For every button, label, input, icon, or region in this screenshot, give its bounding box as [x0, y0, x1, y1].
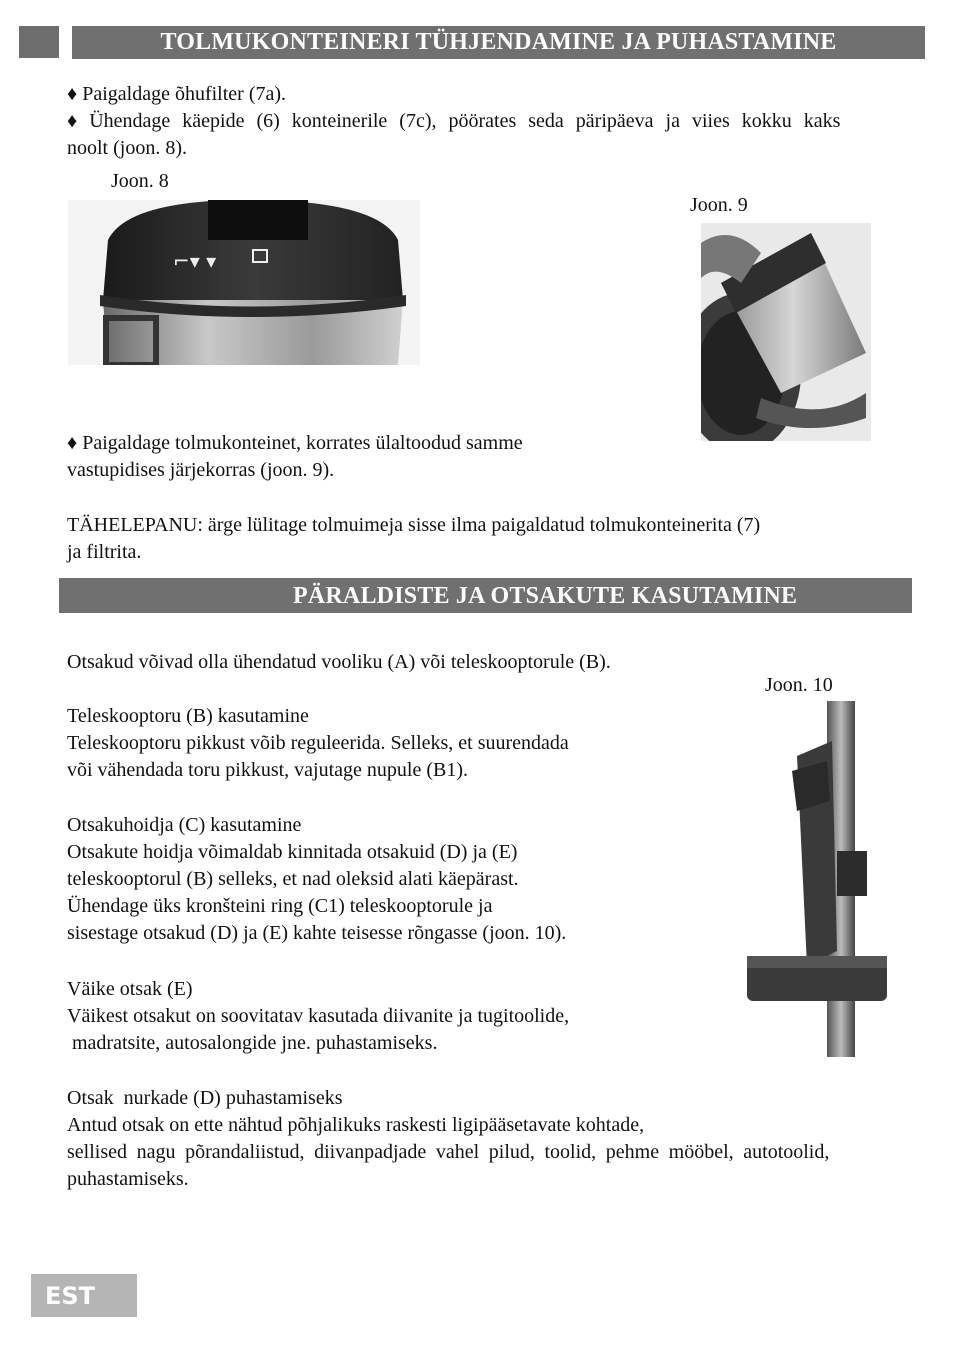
intro-text: Otsakud võivad olla ühendatud vooliku (A) või teleskooptorule (B).: [67, 651, 611, 673]
language-badge: [31, 1274, 137, 1317]
holder-text-line4: sisestage otsakud (D) ja (E) kahte teisesse rõngasse (joon. 10).: [67, 922, 567, 944]
small-nozzle-text-line1: Väikest otsakut on soovitatav kasutada diivanite ja tugitoolide,: [67, 1005, 570, 1027]
bullet-install-container: [67, 430, 925, 484]
section-title: PÄRALDISTE JA OTSAKUTE KASUTAMINE: [293, 583, 798, 609]
section-title-container: [59, 578, 912, 613]
bullet-handle: [67, 108, 925, 162]
vacuum-photo: [701, 223, 871, 441]
section-title: TOLMUKONTEINERI TÜHJENDAMINE JA PUHASTAMINE: [160, 29, 837, 55]
corner-nozzle-section: [67, 1085, 925, 1193]
language-label: EST: [45, 1282, 96, 1310]
corner-nozzle-text-line1: Antud otsak on ette nähtud põhjalikuks raskesti ligipääsetavate kohtade,: [67, 1114, 645, 1136]
bullet-text-line1: ♦ Paigaldage tolmukonteinet, korrates ülaltoodud samme: [67, 432, 523, 454]
svg-text:⌐▾ ▾: ⌐▾ ▾: [173, 249, 217, 273]
holder-heading: Otsakuhoidja (C) kasutamine: [67, 814, 302, 836]
container-photo: [68, 200, 420, 365]
figure-10-caption: Joon. 10: [765, 674, 833, 696]
holder-text-line2: teleskooptorul (B) selleks, et nad oleksid alati käepärast.: [67, 868, 519, 890]
figure-8-caption: Joon. 8: [111, 170, 169, 192]
notice-text-line1: TÄHELEPANU: ärge lülitage tolmuimeja sisse ilma paigaldatud tolmukonteinerita (7): [67, 514, 761, 536]
notice: [67, 512, 925, 566]
small-nozzle-section: [67, 976, 925, 1057]
holder-section: [67, 812, 925, 947]
notice-text-line2: ja filtrita.: [67, 541, 142, 563]
bullet-text-line2: vastupidises järjekorras (joon. 9).: [67, 459, 335, 481]
bullet-text-line1: [67, 108, 925, 135]
section-title-container: [72, 26, 925, 59]
corner-nozzle-text-line2: sellised nagu põrandaliistud, diivanpadjade vahel pilud, toolid, pehme mööbel, autotoolid,: [67, 1141, 830, 1163]
bullet-air-filter: [67, 81, 925, 108]
holder-text-line3: Ühendage üks kronšteini ring (C1) teleskooptorule ja: [67, 895, 493, 917]
corner-marker: [19, 26, 59, 58]
telescopic-heading: Teleskooptoru (B) kasutamine: [67, 705, 309, 727]
corner-nozzle-heading: Otsak nurkade (D) puhastamiseks: [67, 1087, 343, 1109]
corner-nozzle-text-line3: puhastamiseks.: [67, 1168, 189, 1190]
bullet-text-line2: noolt (joon. 8).: [67, 137, 187, 159]
telescopic-text-line1: Teleskooptoru pikkust võib reguleerida. Selleks, et suurendada: [67, 732, 569, 754]
telescopic-text-line2: või vähendada toru pikkust, vajutage nupule (B1).: [67, 759, 469, 781]
figure-9-caption: Joon. 9: [690, 194, 748, 216]
figure-8-image: [68, 200, 420, 365]
bullet-text: ♦ Ühendage käepide (6) konteinerile (7c), pöörates seda päripäeva ja viies kokku kaks: [67, 110, 841, 132]
figure-9-image: [701, 223, 871, 441]
telescopic-section: [67, 703, 925, 784]
small-nozzle-text-line2: madratsite, autosalongide jne. puhastamiseks.: [67, 1032, 438, 1054]
holder-text-line1: Otsakute hoidja võimaldab kinnitada otsakuid (D) ja (E): [67, 841, 518, 863]
small-nozzle-heading: Väike otsak (E): [67, 978, 193, 1000]
bullet-text: ♦ Paigaldage õhufilter (7a).: [67, 83, 287, 105]
